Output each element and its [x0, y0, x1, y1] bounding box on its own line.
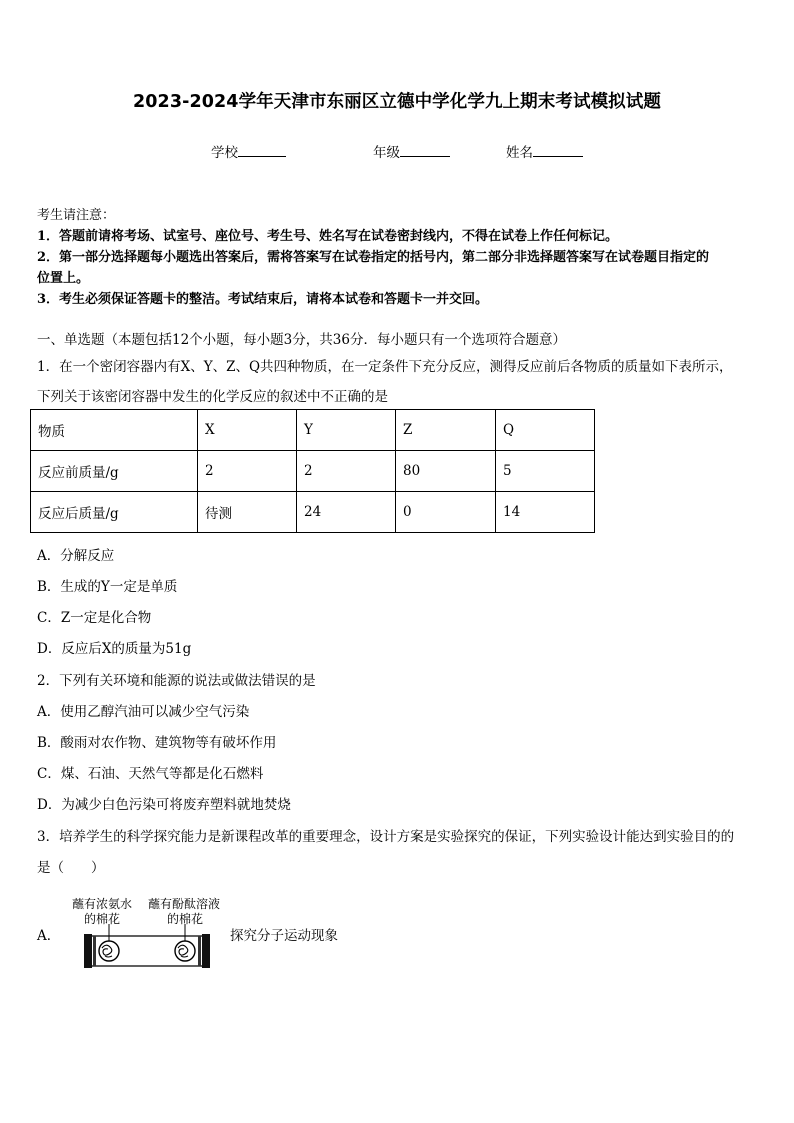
- q3-stem-line2: 是（ ）: [37, 860, 105, 876]
- notice-item: 1．答题前请将考场、试室号、座位号、考生号、姓名写在试卷密封线内，不得在试卷上作任何标记。: [37, 229, 619, 244]
- page-title: 2023-2024学年天津市东丽区立德中学化学九上期末考试模拟试题: [133, 92, 661, 112]
- table-cell: Z: [396, 410, 496, 451]
- table-cell: 2: [198, 451, 297, 492]
- q2-option-b: B．酸雨对农作物、建筑物等有破坏作用: [37, 735, 277, 751]
- table-cell: Q: [496, 410, 595, 451]
- table-row: [31, 451, 595, 492]
- table-cell: 2: [297, 451, 396, 492]
- table-cell: 0: [396, 492, 496, 533]
- q1-stem-line1: 1．在一个密闭容器内有X、Y、Z、Q共四种物质，在一定条件下充分反应，测得反应前后各物质的质量如下表所示，: [37, 359, 733, 375]
- q3-option-a-text: 探究分子运动现象: [230, 928, 338, 944]
- q1-option-d: D．反应后X的质量为51g: [37, 641, 192, 657]
- q2-stem: 2．下列有关环境和能源的说法或做法错误的是: [37, 673, 316, 689]
- figure-label-left-1: 蘸有浓氨水: [72, 897, 133, 911]
- notice-item: 3．考生必须保证答题卡的整洁。考试结束后，请将本试卷和答题卡一并交回。: [37, 292, 489, 307]
- school-blank[interactable]: [238, 144, 286, 157]
- figure-label-left-2: 的棉花: [84, 912, 121, 926]
- table-cell: X: [198, 410, 297, 451]
- table-cell: 14: [496, 492, 595, 533]
- q2-option-c: C．煤、石油、天然气等都是化石燃料: [37, 766, 264, 782]
- table-cell: 24: [297, 492, 396, 533]
- school-field: [211, 141, 286, 161]
- notice-heading: 考生请注意：: [37, 208, 116, 223]
- grade-field: [373, 141, 450, 161]
- q3-stem-line1: 3．培养学生的科学探究能力是新课程改革的重要理念，设计方案是实验探究的保证，下列实验设计能达到实验目的的: [37, 829, 735, 845]
- section-heading: 一、单选题（本题包括12个小题，每小题3分，共36分．每小题只有一个选项符合题意）: [37, 332, 566, 348]
- grade-label: 年级: [373, 145, 400, 161]
- table-cell: 待测: [198, 492, 297, 533]
- left-stopper-edge: [93, 936, 96, 966]
- q1-option-c: C．Z一定是化合物: [37, 610, 152, 626]
- left-stopper: [84, 934, 92, 968]
- left-cotton-icon: [99, 941, 119, 961]
- glass-tube-figure: [78, 922, 218, 972]
- right-cotton-icon: [175, 941, 195, 961]
- table-row: [31, 492, 595, 533]
- q2-option-a: A．使用乙醇汽油可以减少空气污染: [37, 704, 250, 720]
- name-field: [506, 141, 583, 161]
- table-cell: 物质: [31, 410, 198, 451]
- q1-option-b: B．生成的Y一定是单质: [37, 579, 178, 595]
- figure-label-right-2: 的棉花: [167, 912, 204, 926]
- q1-option-a: A．分解反应: [37, 548, 115, 564]
- q1-stem-line2: 下列关于该密闭容器中发生的化学反应的叙述中不正确的是: [37, 389, 388, 405]
- school-label: 学校: [211, 145, 238, 161]
- table-cell: 5: [496, 451, 595, 492]
- name-label: 姓名: [506, 145, 533, 161]
- right-stopper-edge: [198, 936, 201, 966]
- mass-table: [30, 409, 595, 533]
- notice-item: 位置上。: [37, 271, 90, 286]
- grade-blank[interactable]: [400, 144, 450, 157]
- table-cell: 80: [396, 451, 496, 492]
- table-cell: 反应前质量/g: [31, 451, 198, 492]
- right-stopper: [202, 934, 210, 968]
- notice-item: 2．第一部分选择题每小题选出答案后，需将答案写在试卷指定的括号内，第二部分非选择题答案写在试卷题目指定的: [37, 250, 710, 265]
- table-cell: Y: [297, 410, 396, 451]
- table-row: [31, 410, 595, 451]
- table-cell: 反应后质量/g: [31, 492, 198, 533]
- q2-option-d: D．为减少白色污染可将废弃塑料就地焚烧: [37, 797, 291, 813]
- name-blank[interactable]: [533, 144, 583, 157]
- q3-option-a-label: A．: [37, 928, 61, 944]
- figure-label-right-1: 蘸有酚酞溶液: [148, 897, 221, 911]
